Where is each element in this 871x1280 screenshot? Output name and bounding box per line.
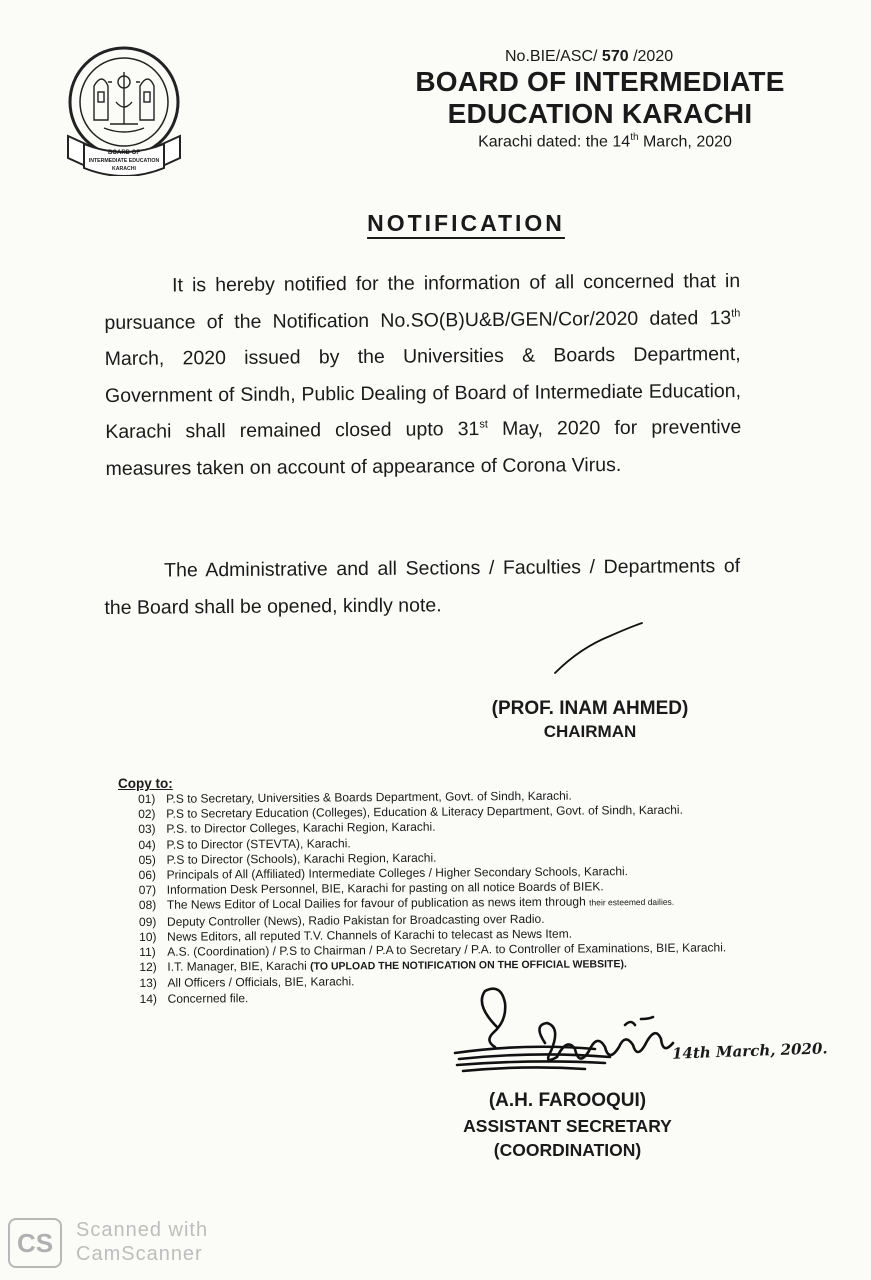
list-item: 13) All Officers / Officials, BIE, Karachi.: [139, 974, 355, 991]
assistant-secretary-title: ASSISTANT SECRETARY: [463, 1116, 672, 1136]
board-logo-seal: [60, 42, 188, 176]
list-item: 04) P.S to Director (STEVTA), Karachi.: [138, 835, 351, 852]
list-item: 05) P.S to Director (Schools), Karachi Region, Karachi.: [138, 850, 437, 867]
list-item: 14) Concerned file.: [139, 990, 249, 1006]
board-name: [380, 66, 820, 130]
board-name-line2: EDUCATION KARACHI: [447, 98, 753, 129]
copy-to-label: Copy to:: [118, 776, 173, 791]
svg-text:INTERMEDIATE EDUCATION: INTERMEDIATE EDUCATION: [88, 158, 160, 164]
svg-text:KARACHI: KARACHI: [112, 166, 136, 172]
chairman-signature: [550, 618, 650, 678]
list-item: 12) I.T. Manager, BIE, Karachi (TO UPLOAD THE NOTIFICATION ON THE OFFICIAL WEBSITE).: [139, 958, 627, 975]
list-item: 09) Deputy Controller (News), Radio Pakistan for Broadcasting over Radio.: [138, 911, 545, 929]
list-item: 11) A.S. (Coordination) / P.S to Chairman / P.A to Secretary / P.A. to Controller of Examinations, BIE, Karachi.: [139, 940, 727, 960]
board-name-line1: BOARD OF INTERMEDIATE: [415, 66, 785, 97]
chairman-title: CHAIRMAN: [543, 722, 637, 741]
camscanner-watermark: Scanned with CamScanner: [76, 1219, 209, 1265]
list-item: 07) Information Desk Personnel, BIE, Karachi for pasting on all notice Boards of BIEK.: [138, 879, 604, 898]
list-item: 01) P.S to Secretary, Universities & Boards Department, Govt. of Sindh, Karachi.: [138, 788, 572, 806]
reference-number: No.BIE/ASC/ 570 /2020: [505, 48, 674, 65]
copy-to-list: [138, 787, 800, 1007]
list-item: 10) News Editors, all reputed T.V. Channels of Karachi to telecast as News Item.: [139, 926, 573, 944]
notification-paragraph-1: It is hereby notified for the information of all concerned that in pursuance of the Notification No.SO(B)U&B/GEN/Cor/2020 dated 13th March, 2020 issued by the Universities & Boards Department, Government of Sindh, Public Dealing of Board of Intermediate Education, Karachi shall remained closed upto 31st May, 2020 for preventive measures taken on account of appearance of Corona Virus.: [104, 270, 742, 480]
svg-text:BOARD OF: BOARD OF: [108, 150, 140, 156]
assistant-secretary-subtitle: (COORDINATION): [493, 1140, 642, 1160]
handwritten-date: 14th March, 2020.: [671, 1039, 828, 1063]
list-item: 02) P.S to Secretary Education (Colleges), Education & Literacy Department, Govt. of Sindh, Karachi.: [138, 802, 683, 822]
assistant-secretary-name: (A.H. FAROOQUI): [488, 1090, 647, 1111]
list-item: 06) Principals of All (Affiliated) Intermediate Colleges / Higher Secondary Schools, Karachi.: [138, 864, 629, 883]
issue-date: Karachi dated: the 14th March, 2020: [478, 132, 732, 151]
notification-heading: NOTIFICATION: [367, 210, 565, 236]
list-item: 08) The News Editor of Local Dailies for favour of publication as news item through their esteemed dailies.: [138, 894, 675, 913]
assistant-secretary-signature: [445, 985, 825, 1090]
notification-paragraph-2: The Administrative and all Sections / Faculties / Departments of the Board shall be opened, kindly note.: [104, 555, 741, 619]
chairman-name: (PROF. INAM AHMED): [491, 698, 689, 719]
list-item: 03) P.S. to Director Colleges, Karachi Region, Karachi.: [138, 820, 436, 837]
camscanner-logo-icon: CS: [8, 1218, 62, 1268]
